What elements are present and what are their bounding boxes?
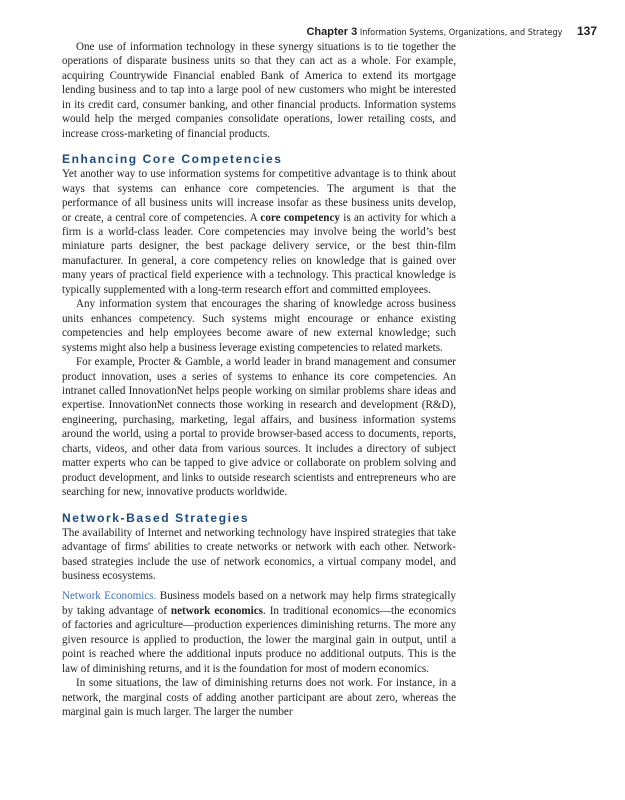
page-number: 137: [576, 24, 597, 38]
run-in-heading: Network Economics.: [62, 590, 157, 603]
text: . In traditional economics—the economics of factories and agriculture—production experiences diminishing returns. The more any given resource is applied to production, the lower the marginal gain in output, until a point is reached where the additional inputs produce no additional outputs. This is the law of diminishing returns, and it is the foundation for most of modern economics.: [62, 604, 457, 675]
chapter-label: Chapter 3: [306, 26, 358, 38]
paragraph: In some situations, the law of diminishing returns does not work. For instance, in a network, the marginal costs of adding another participant are about zero, whereas the marginal gain is much larger. The larger the number: [62, 677, 456, 719]
paragraph: [62, 589, 456, 676]
text: is an activity for which a firm is a world-class leader. Core competencies may involve being the world’s best miniature parts designer, the best package delivery service, or the best thin-film manufacturer. In general, a core competency relies on knowledge that is gained over many years of practical field experience with a technology. This practical knowledge is typically supplemented with a long-term research effort and committed employees.: [62, 211, 456, 296]
key-term: network economics: [170, 604, 263, 617]
key-term: core competency: [260, 211, 340, 224]
paragraph: The availability of Internet and networking technology have inspired strategies that take advantage of firms' abilities to create networks or network with each other. Network-based strategies include the use of network economics, a virtual company model, and business ecosystems.: [62, 526, 456, 582]
chapter-title: Information Systems, Organizations, and Strategy: [359, 28, 563, 38]
text: Business models based on a network may help firms strategically by taking advantage of: [62, 590, 456, 617]
text-column: [62, 40, 456, 719]
section-heading: Enhancing Core Competencies: [62, 152, 283, 167]
paragraph: Any information system that encourages the sharing of knowledge across business units enhances competency. Such systems might encourage or enhance existing competencies and help employees become aware of new external knowledge; such systems might also help a business leverage existing competencies to related markets.: [62, 298, 456, 354]
running-header: [306, 24, 597, 38]
section-heading: Network-Based Strategies: [62, 510, 250, 525]
text: Yet another way to use information systems for competitive advantage is to think about ways that systems can enhance core competencies. The argument is that the performance of all business units will increase insofar as these business units develop, or create, a central core of competencies. A: [62, 168, 456, 224]
paragraph: One use of information technology in these synergy situations is to tie together the operations of disparate business units so that they can act as a whole. For example, acquiring Countrywide Financial enabled Bank of America to extend its mortgage lending business and to tap into a large pool of new customers who might be interested in its credit card, consumer banking, and other financial products. Information systems would help the merged companies consolidate operations, lower retailing costs, and increase cross-marketing of financial products.: [62, 41, 456, 140]
paragraph: For example, Procter & Gamble, a world leader in brand management and consumer product innovation, uses a series of systems to enhance its core competencies. An intranet called InnovationNet helps people working on similar problems share ideas and expertise. InnovationNet connects those working in research and development (R&D), engineering, purchasing, marketing, legal affairs, and business information systems around the world, using a portal to provide browser-based access to documents, reports, charts, videos, and other data from various sources. It includes a directory of subject matter experts who can be tapped to give advice or collaborate on problem solving and product development, and links to outside research scientists and entrepreneurs who are searching for new, innovative products worldwide.: [62, 356, 456, 499]
paragraph: [62, 167, 456, 297]
